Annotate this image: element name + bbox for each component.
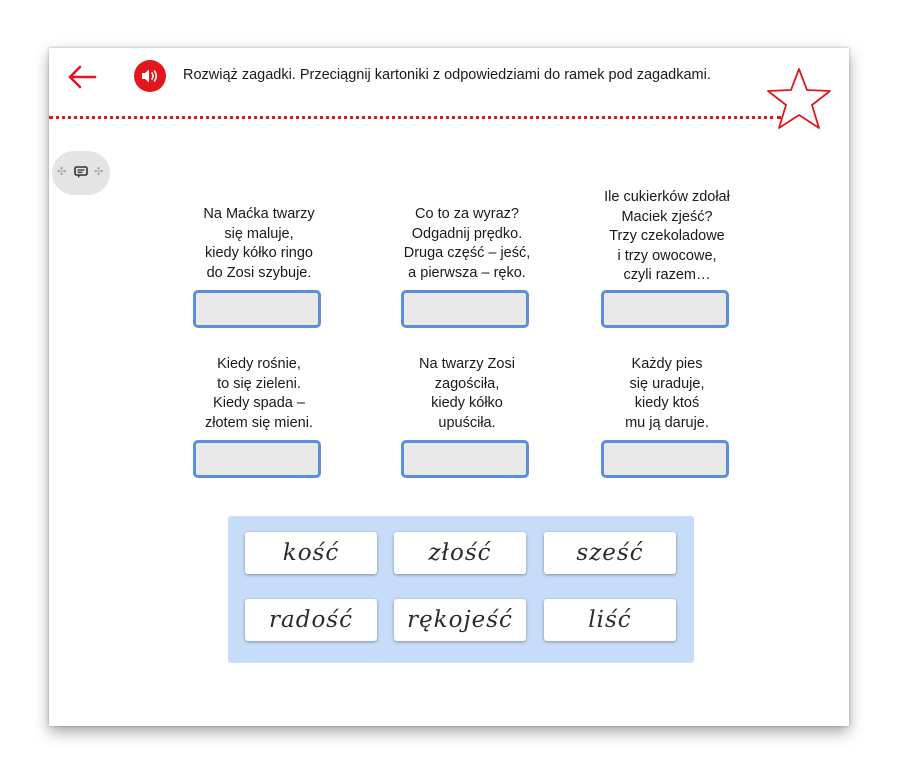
answer-tile[interactable] — [245, 599, 377, 641]
subtitles-toggle[interactable] — [52, 151, 110, 195]
answer-tile-label: kość — [282, 540, 340, 566]
answer-slot-1[interactable] — [193, 290, 321, 328]
header-divider — [49, 116, 781, 119]
arrow-left-icon — [65, 62, 99, 92]
answer-slot-3[interactable] — [601, 290, 729, 328]
answer-tile-label: liść — [588, 607, 632, 633]
answer-tile[interactable] — [544, 532, 676, 574]
star-outline-icon[interactable] — [765, 66, 833, 132]
riddle-6: Każdy pies się uraduje, kiedy ktoś mu ją daruje. — [625, 356, 709, 431]
back-button[interactable] — [65, 62, 99, 92]
riddle-4: Kiedy rośnie, to się zieleni. Kiedy spada – złotem się mieni. — [205, 356, 313, 431]
answer-tray — [228, 516, 694, 663]
drag-handle-right-icon: ✣ — [94, 166, 104, 178]
answer-tile-label: rękojeść — [407, 607, 513, 633]
subtitles-icon — [74, 166, 88, 179]
riddle-5: Na twarzy Zosi zagościła, kiedy kółko upuściła. — [419, 356, 515, 431]
riddle-1: Na Maćka twarzy się maluje, kiedy kółko ringo do Zosi szybuje. — [203, 206, 315, 281]
answer-tile[interactable] — [394, 532, 526, 574]
answer-slot-4[interactable] — [193, 440, 321, 478]
exercise-card — [49, 48, 849, 726]
speaker-icon — [141, 68, 159, 84]
answer-slot-5[interactable] — [401, 440, 529, 478]
answer-tile-label: złość — [428, 540, 492, 566]
riddle-2: Co to za wyraz? Odgadnij prędko. Druga część – jeść, a pierwsza – ręko. — [403, 206, 531, 281]
sound-button[interactable] — [134, 60, 166, 92]
answer-tile[interactable] — [245, 532, 377, 574]
answer-tile-label: sześć — [576, 540, 644, 566]
instruction-text: Rozwiąż zagadki. Przeciągnij kartoniki z odpowiedziami do ramek pod zagadkami. — [183, 67, 711, 83]
answer-tile[interactable] — [394, 599, 526, 641]
answer-tile-label: radość — [269, 607, 353, 633]
answer-slot-6[interactable] — [601, 440, 729, 478]
riddle-3: Ile cukierków zdołał Maciek zjeść? Trzy czekoladowe i trzy owocowe, czyli razem… — [604, 189, 730, 283]
answer-tile[interactable] — [544, 599, 676, 641]
answer-slot-2[interactable] — [401, 290, 529, 328]
drag-handle-left-icon: ✣ — [57, 166, 67, 178]
